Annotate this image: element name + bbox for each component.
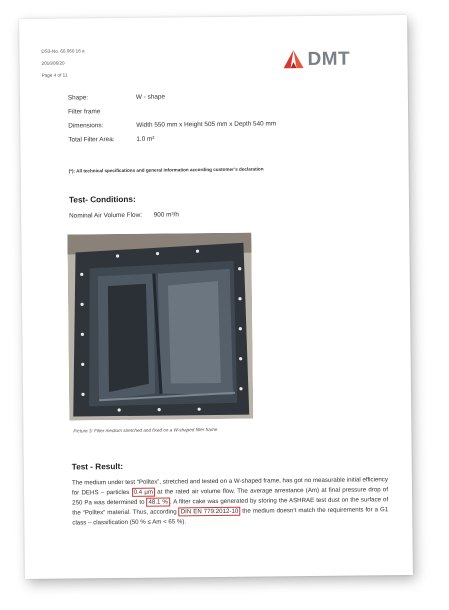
spec-label-area: Total Filter Area: (68, 136, 115, 144)
highlight-arrestance: 48.1 % (146, 497, 169, 506)
spec-label-dimensions: Dimensions: (68, 122, 104, 130)
document-page (19, 15, 413, 579)
highlight-standard: DIN EN 779:2012-10 (179, 507, 241, 517)
spec-note: (*): All technical specifications and general information according customer’s declaration (68, 166, 264, 174)
doc-date: 2016/06/20 (41, 60, 65, 66)
spec-value-shape: W - shape (135, 93, 166, 101)
result-text-3: . A filter cake was generated by storing the ASHRAE test dust on the surface of the “Polltex” material. Thus, according (72, 496, 389, 517)
spec-value-area: 1.0 m² (136, 135, 155, 143)
dmt-logo (281, 49, 381, 72)
result-text-2: at the rated air volume flow. The average arrestance (Am) at final pressure drop of 250 Pa was determined to (72, 486, 389, 507)
nominal-flow-label: Nominal Air Volume Flow: (69, 211, 142, 220)
spec-label-frame: Filter frame (68, 108, 101, 116)
doc-number: DS3-No. 60.060 16 a (41, 48, 85, 54)
highlight-particle-size: 0.4 µm (132, 488, 156, 497)
test-result-heading: Test - Result: (71, 461, 124, 472)
photo-caption: Picture 3: Filter medium stretched and fixed on a W-shaped filter frame (73, 426, 218, 434)
nominal-flow-value: 900 m³/h (153, 211, 180, 219)
filter-photo (67, 233, 253, 421)
dmt-logo-mark-icon (281, 50, 305, 70)
page-number: Page 4 of 11 (41, 72, 68, 78)
nominal-flow-line (69, 211, 179, 219)
result-text-1: The medium under test “Polltex”, stretched and tested on a W-shaped frame, has got no measurable initial efficiency for DEHS – particles (71, 476, 388, 497)
test-conditions-heading: Test- Conditions: (68, 194, 136, 205)
spec-label-shape: Shape: (67, 94, 89, 102)
spec-value-dimensions: Width 550 mm x Height 505 mm x Depth 540 mm (136, 120, 277, 129)
result-paragraph (72, 475, 389, 528)
result-text-4: the medium doesn’t match the requirements for a G1 class – classification (50 % ≤ Am < 65 %). (72, 506, 389, 527)
logo-text: DMT (307, 48, 351, 71)
